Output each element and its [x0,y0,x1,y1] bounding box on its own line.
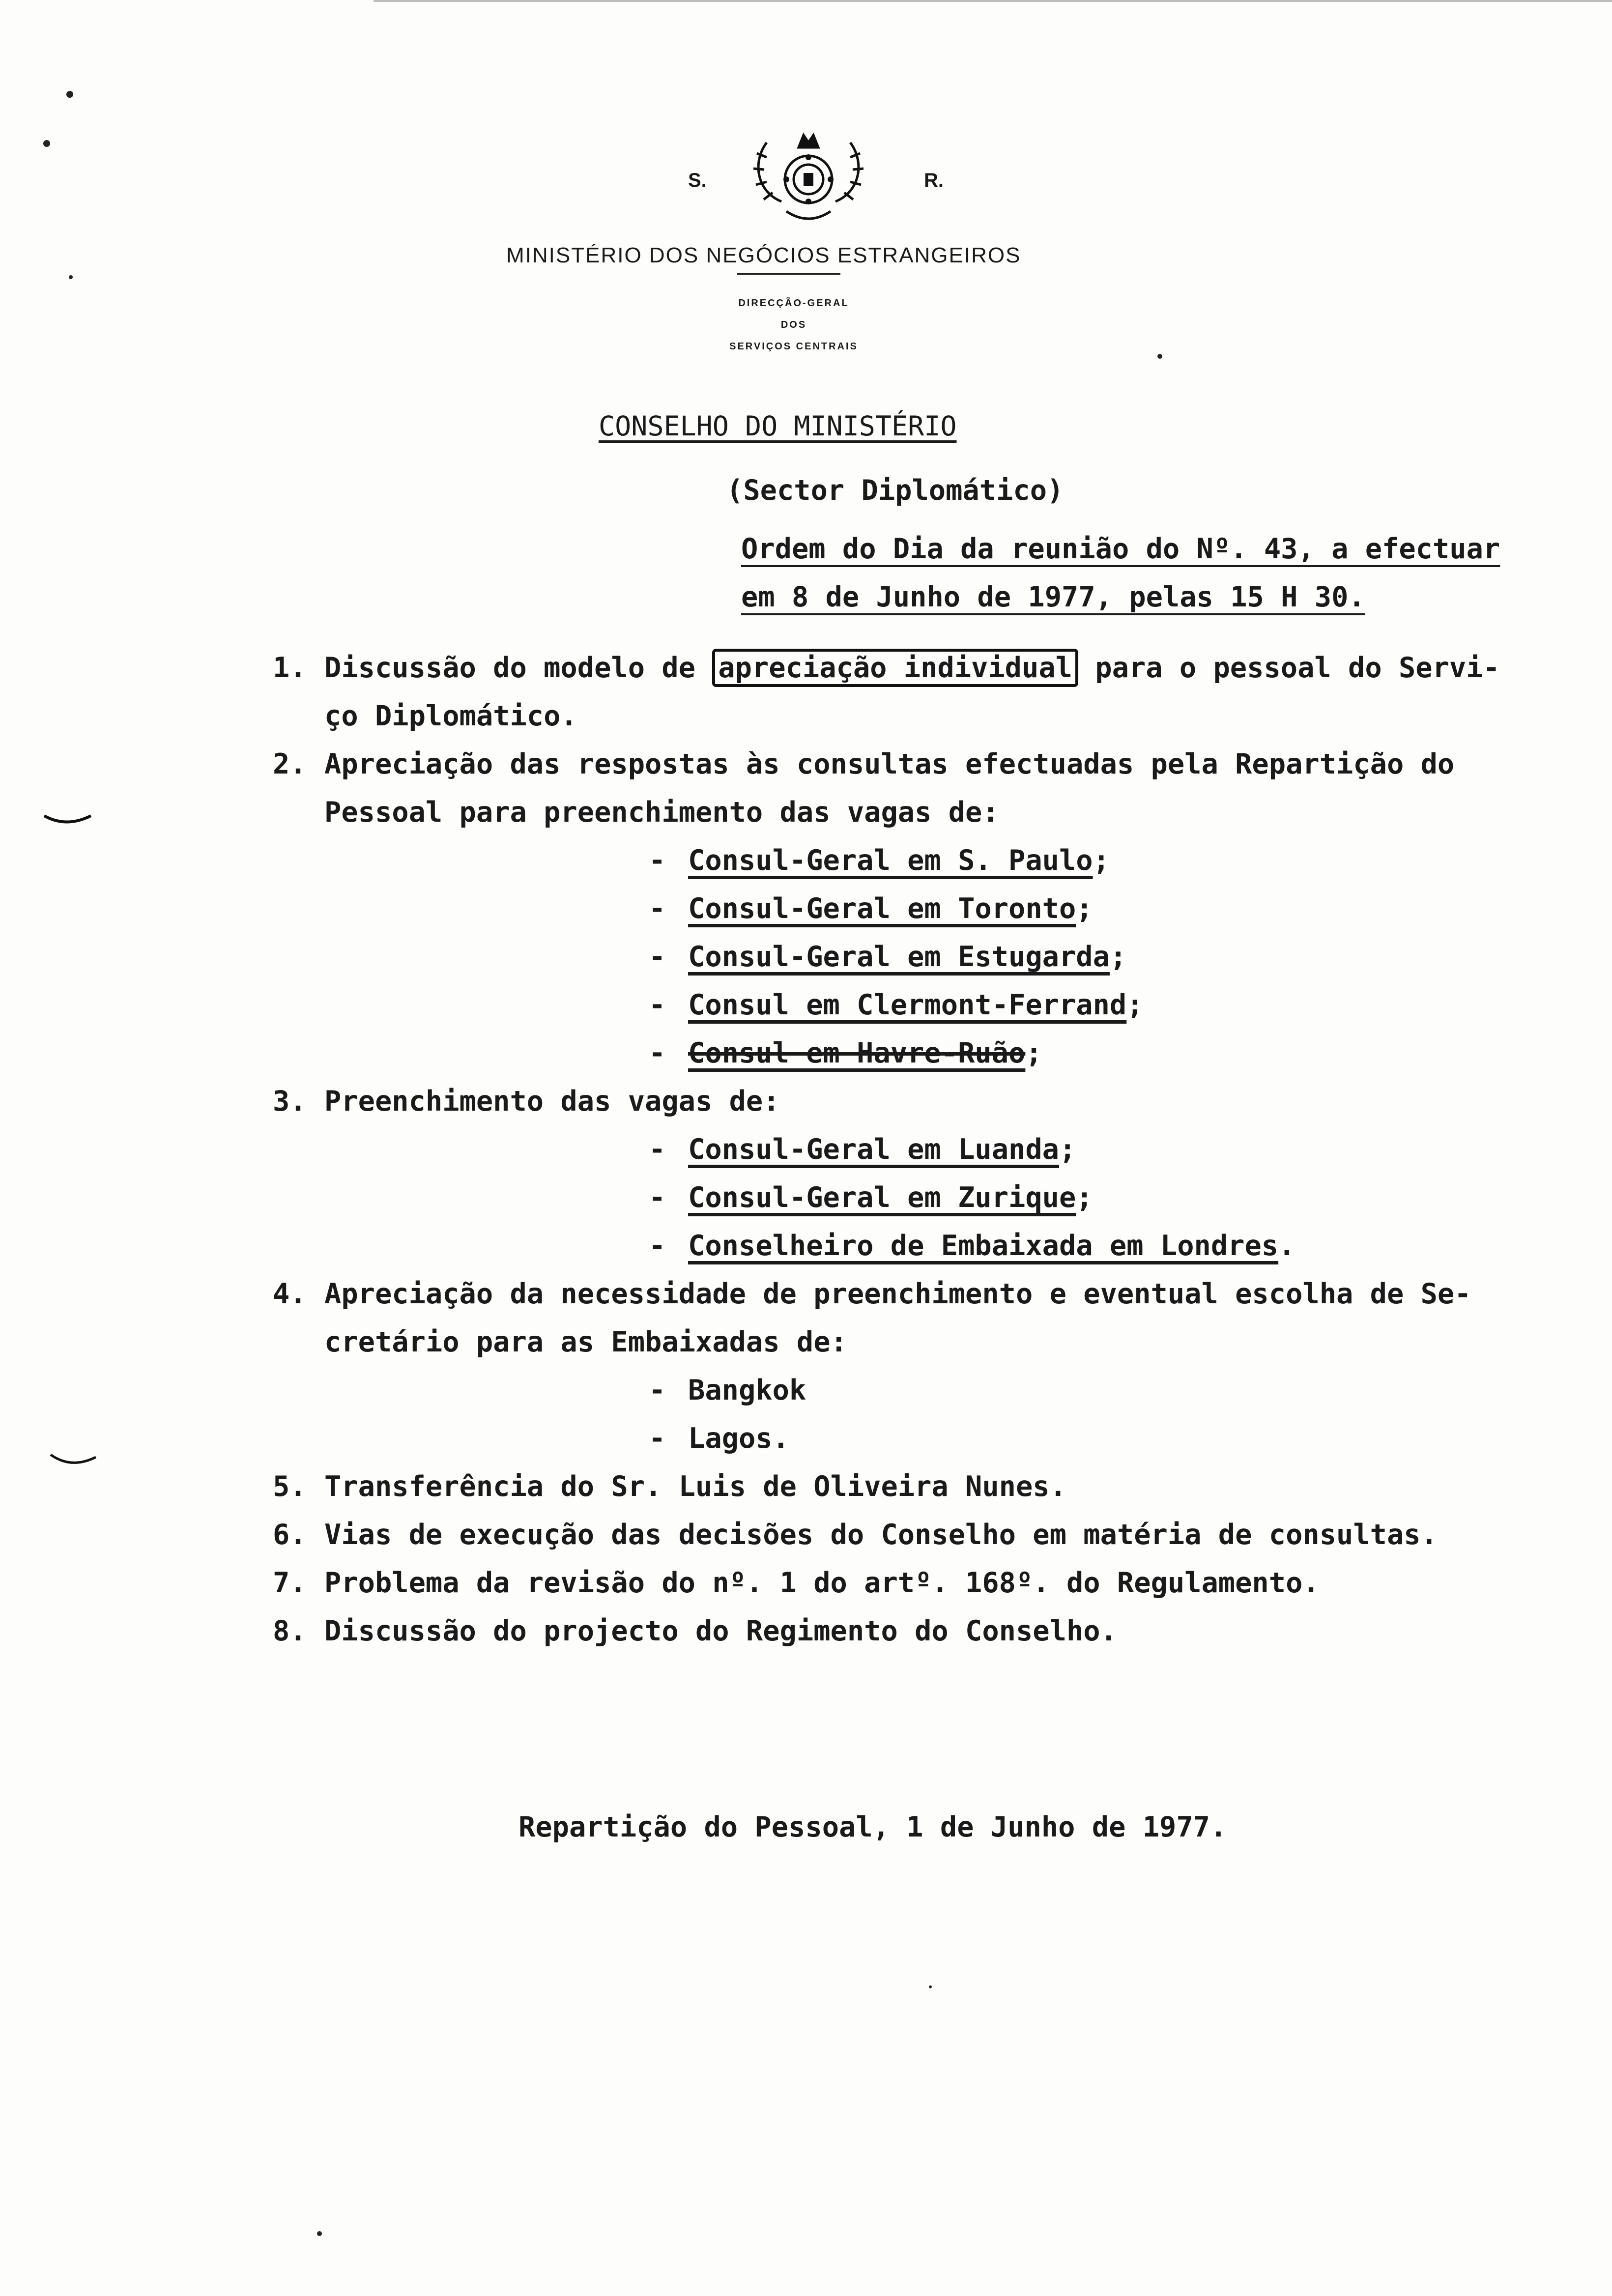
vacancy-punct: ; [1059,1133,1076,1166]
dash: - [649,1230,666,1262]
dash: - [649,1374,666,1406]
embassy-punct: . [772,1422,789,1455]
directorate-line-2: DOS [780,319,807,330]
item-number: 6. [273,1519,307,1551]
agenda-heading-line-1: Ordem do Dia da reunião do Nº. 43, a efectuar [741,533,1500,565]
item-text: Apreciação das respostas às consultas efectuadas pela Repartição do [324,748,1455,780]
agenda-item [273,1463,1580,1511]
vacancy-text: Consul em Havre-Ruão [688,1037,1026,1069]
vacancy-text: Consul-Geral em Toronto [688,892,1076,925]
item-number: 2. [273,748,307,780]
item-continuation: cretário para as Embaixadas de: [324,1326,847,1358]
item-number: 3. [273,1085,307,1118]
item-number: 7. [273,1567,307,1599]
scan-speck [43,140,50,147]
item-text: Preenchimento das vagas de: [324,1085,780,1118]
agenda-heading-line-2: em 8 de Junho de 1977, pelas 15 H 30. [741,581,1365,613]
coat-of-arms-icon [737,128,880,236]
dash: - [649,1422,666,1455]
item-continuation: Pessoal para preenchimento das vagas de: [324,796,999,829]
scan-speck [66,91,73,98]
vacancy-punct: ; [1025,1037,1042,1069]
agenda-heading [741,525,1557,621]
item-continuation: ço Diplomático. [324,700,577,732]
item-text: Problema da revisão do nº. 1 do artº. 168º. do Regulamento. [324,1567,1320,1599]
vacancy-text: Consul-Geral em Luanda [688,1133,1059,1166]
vacancy-text: Conselheiro de Embaixada em Londres [688,1230,1279,1262]
agenda-item [273,1077,1580,1270]
vacancy-item [649,981,1580,1029]
vacancy-punct: ; [1076,1181,1093,1214]
emblem-row [688,123,944,236]
dash: - [649,844,666,877]
embassy-item [649,1414,1580,1463]
scan-speck [317,2231,322,2236]
pen-mark [47,1450,101,1479]
vacancy-item [649,1125,1580,1174]
circled-phrase: apreciação individual [712,649,1078,687]
directorate-line-3: SERVIÇOS CENTRAIS [729,341,858,352]
vacancy-text: Consul-Geral em Estugarda [688,941,1110,973]
vacancy-item [649,1222,1580,1270]
item-text: Apreciação da necessidade de preenchimento e eventual escolha de Se- [324,1278,1471,1310]
vacancy-punct: ; [1109,941,1127,973]
item-number: 4. [273,1278,307,1310]
dash: - [649,892,666,925]
scan-top-edge [374,0,1612,2]
vacancy-item [649,1174,1580,1222]
agenda-item [273,740,1580,1077]
vacancy-item [649,836,1580,885]
embassy-text: Bangkok [688,1374,806,1406]
vacancy-punct: ; [1126,989,1144,1021]
council-title: CONSELHO DO MINISTÉRIO [599,410,957,442]
ministry-name: MINISTÉRIO DOS NEGÓCIOS ESTRANGEIROS [506,243,1021,267]
vacancy-item [649,885,1580,933]
dash: - [649,941,666,973]
vacancy-item-struck [649,1029,1580,1077]
signoff: Repartição do Pessoal, 1 de Junho de 1977. [518,1811,1227,1843]
pen-mark [39,806,98,845]
dash: - [649,1037,666,1069]
scan-speck [1157,354,1162,359]
item-number: 5. [273,1470,307,1503]
dash: - [649,1181,666,1214]
dash: - [649,1133,666,1166]
agenda-item [273,1511,1580,1559]
emblem-left-letter: S. [688,170,707,191]
ministry-divider [737,273,840,275]
embassy-item [649,1366,1580,1414]
item-text: Vias de execução das decisões do Conselho em matéria de consultas. [324,1519,1438,1551]
item-text-part: Discussão do modelo de [324,652,713,684]
vacancy-text: Consul-Geral em Zurique [688,1181,1076,1214]
item-text: Discussão do projecto do Regimento do Conselho. [324,1615,1117,1647]
agenda-items [273,644,1580,1655]
item-text: Transferência do Sr. Luis de Oliveira Nunes. [324,1470,1066,1503]
item-number: 8. [273,1615,307,1647]
agenda-item [273,1607,1580,1655]
agenda-item [273,1270,1580,1463]
vacancy-punct: ; [1093,844,1110,877]
scan-speck [929,1985,932,1988]
embassy-text: Lagos [688,1422,773,1455]
item-text-part: para o pessoal do Servi- [1078,652,1500,684]
vacancy-punct: ; [1076,892,1093,925]
vacancy-punct: . [1278,1230,1295,1262]
item-text [324,644,1580,692]
agenda-item [273,644,1580,740]
dash: - [649,989,666,1021]
vacancy-item [649,933,1580,981]
directorate-line-1: DIRECÇÃO-GERAL [738,298,849,309]
vacancy-text: Consul-Geral em S. Paulo [688,844,1093,877]
directorate-block [678,292,909,357]
emblem-right-letter: R. [924,170,944,191]
scan-speck [69,275,73,279]
sector-subtitle: (Sector Diplomático) [726,474,1064,507]
item-number: 1. [273,652,307,684]
vacancy-text: Consul em Clermont-Ferrand [688,989,1127,1021]
agenda-item [273,1559,1580,1607]
